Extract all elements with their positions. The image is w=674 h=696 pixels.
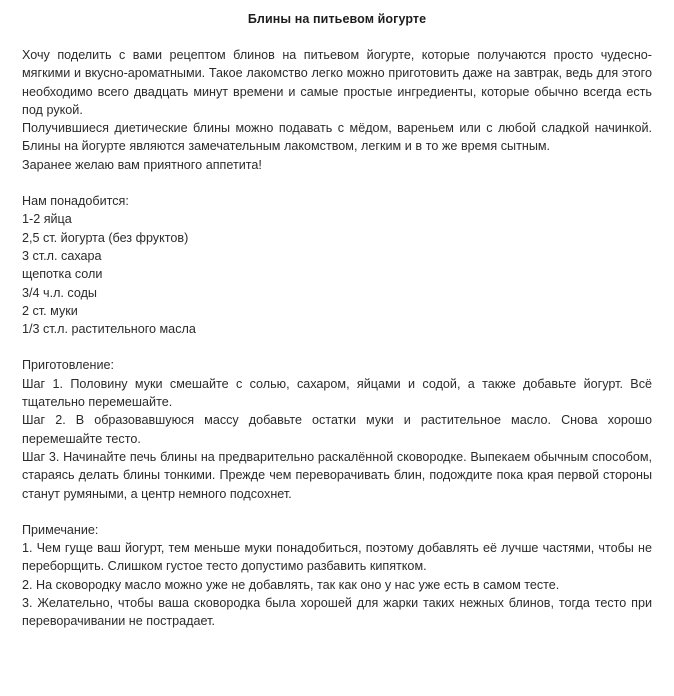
- ingredients-heading: Нам понадобится:: [22, 194, 129, 209]
- preparation-step: Шаг 3. Начинайте печь блины на предварительно раскалённой сковородке. Выпекаем обычным способом, стараясь делать блины тонкими. Прежде чем переворачивать блин, подождите пока края первой стороны станут румяными, а центр немного подсохнет.: [22, 449, 652, 501]
- ingredients-list: [22, 210, 652, 338]
- intro-paragraph-3: Заранее желаю вам приятного аппетита!: [22, 157, 262, 172]
- preparation-section: [22, 356, 652, 502]
- preparation-step: Шаг 1. Половину муки смешайте с солью, сахаром, яйцами и содой, а также добавьте йогурт. Всё тщательно перемешайте.: [22, 376, 652, 410]
- note-item: 1. Чем гуще ваш йогурт, тем меньше муки понадобиться, поэтому добавлять её лучше частями, чтобы не переборщить. Слишком густое тесто допустимо разбавить кипятком.: [22, 541, 652, 574]
- list-item: 2,5 ст. йогурта (без фруктов): [22, 230, 189, 245]
- ingredients-section: [22, 192, 652, 338]
- list-item: 3/4 ч.л. соды: [22, 285, 97, 300]
- list-item: 1-2 яйца: [22, 212, 72, 227]
- list-item: 3 ст.л. сахара: [22, 248, 102, 263]
- note-item: 3. Желательно, чтобы ваша сковородка была хорошей для жарки таких нежных блинов, тогда тесто при переворачивании не пострадает.: [22, 596, 652, 629]
- list-item: щепотка соли: [22, 267, 103, 282]
- intro-paragraph-1: Хочу поделить с вами рецептом блинов на питьевом йогурте, которые получаются просто чудесно-мягкими и вкусно-ароматными. Такое лакомство легко можно приготовить даже на завтрак, ведь для этого необходимо всего двадцать минут времени и самые простые ингредиенты, которые обычно всегда есть под рукой.: [22, 48, 652, 117]
- list-item: 1/3 ст.л. растительного масла: [22, 322, 196, 337]
- notes-heading: Примечание:: [22, 522, 99, 537]
- preparation-step: Шаг 2. В образовавшуюся массу добавьте остатки муки и растительное масло. Снова хорошо перемешайте тесто.: [22, 413, 652, 446]
- page-title: Блины на питьевом йогурте: [247, 12, 427, 26]
- document-body: [0, 46, 674, 631]
- preparation-heading: Приготовление:: [22, 358, 115, 373]
- intro-paragraph-2: Получившиеся диетические блины можно подавать с мёдом, вареньем или с любой сладкой начинкой. Блины на йогурте являются замечательным лакомством, легким и в то же время сытным.: [22, 121, 652, 154]
- list-item: 2 ст. муки: [22, 303, 78, 318]
- notes-section: [22, 521, 652, 631]
- note-item: 2. На сковородку масло можно уже не добавлять, так как оно у нас уже есть в самом тесте.: [22, 577, 560, 592]
